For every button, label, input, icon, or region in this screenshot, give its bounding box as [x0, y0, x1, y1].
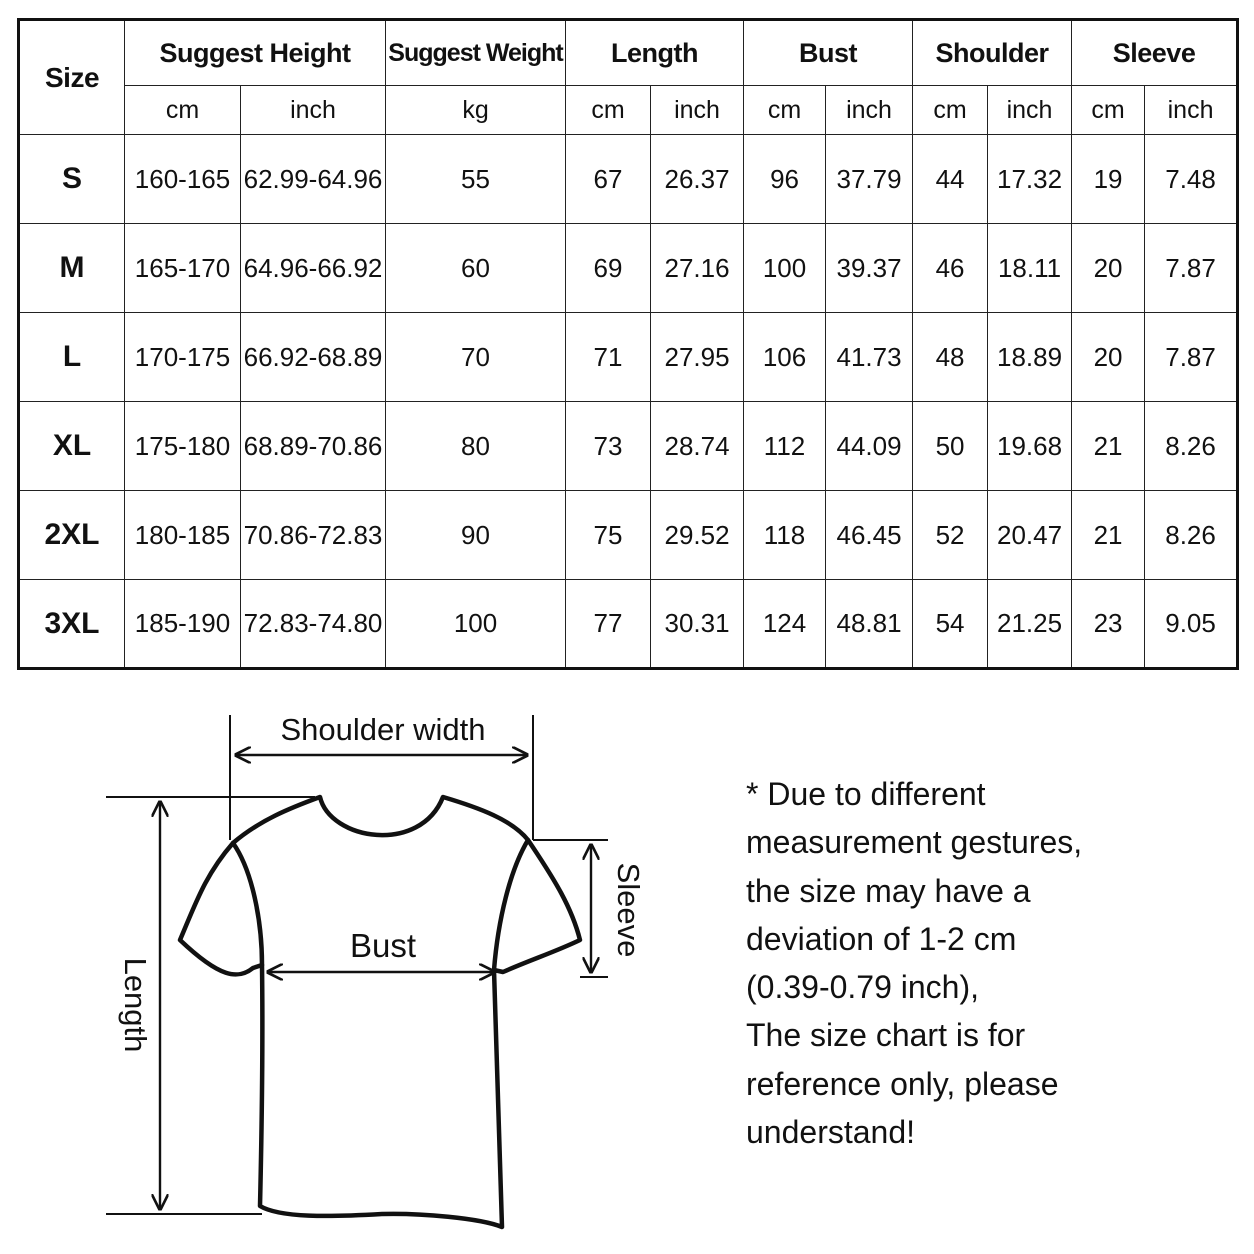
suggest-weight-header: Suggest Weight	[386, 20, 566, 86]
table-row	[19, 313, 1238, 402]
table-cell: 185-190	[125, 580, 241, 669]
shoulder-header: Shoulder	[913, 20, 1072, 86]
table-row	[19, 135, 1238, 224]
table-cell: 69	[566, 224, 651, 313]
note-line: deviation of 1-2 cm	[746, 920, 1017, 957]
size-label-cell: M	[19, 224, 125, 313]
table-cell: 66.92-68.89	[241, 313, 386, 402]
table-cell: 27.95	[651, 313, 744, 402]
table-cell: 100	[386, 580, 566, 669]
unit-header-row	[19, 86, 1238, 135]
table-cell: 73	[566, 402, 651, 491]
table-cell: 80	[386, 402, 566, 491]
unit-cell: inch	[651, 86, 744, 135]
table-cell: 18.89	[988, 313, 1072, 402]
table-cell: 52	[913, 491, 988, 580]
note-line: understand!	[746, 1114, 916, 1151]
table-cell: 55	[386, 135, 566, 224]
table-cell: 112	[744, 402, 826, 491]
table-cell: 90	[386, 491, 566, 580]
table-cell: 96	[744, 135, 826, 224]
table-cell: 20.47	[988, 491, 1072, 580]
table-cell: 71	[566, 313, 651, 402]
table-cell: 62.99-64.96	[241, 135, 386, 224]
table-cell: 75	[566, 491, 651, 580]
unit-cell: inch	[826, 86, 913, 135]
sleeve-label: Sleeve	[611, 862, 646, 958]
table-cell: 8.26	[1145, 402, 1238, 491]
table-cell: 46.45	[826, 491, 913, 580]
table-cell: 44	[913, 135, 988, 224]
table-cell: 9.05	[1145, 580, 1238, 669]
note-line: reference only, please	[746, 1065, 1059, 1102]
note-line: The size chart is for	[746, 1017, 1026, 1054]
measurement-diagram	[0, 680, 720, 1254]
size-column-header: Size	[19, 20, 125, 135]
note-line: (0.39-0.79 inch),	[746, 969, 980, 1006]
table-cell: 26.37	[651, 135, 744, 224]
table-cell: 118	[744, 491, 826, 580]
size-chart-table	[17, 18, 1239, 670]
table-cell: 175-180	[125, 402, 241, 491]
suggest-height-header: Suggest Height	[125, 20, 386, 86]
table-cell: 20	[1072, 224, 1145, 313]
table-row	[19, 224, 1238, 313]
table-cell: 180-185	[125, 491, 241, 580]
table-cell: 21.25	[988, 580, 1072, 669]
unit-cell: cm	[913, 86, 988, 135]
unit-cell: cm	[744, 86, 826, 135]
unit-cell: kg	[386, 86, 566, 135]
length-header: Length	[566, 20, 744, 86]
table-cell: 20	[1072, 313, 1145, 402]
table-row	[19, 491, 1238, 580]
note-line: measurement gestures,	[746, 824, 1083, 861]
table-cell: 41.73	[826, 313, 913, 402]
length-dimension	[106, 797, 315, 1214]
table-cell: 100	[744, 224, 826, 313]
table-row	[19, 580, 1238, 669]
table-cell: 44.09	[826, 402, 913, 491]
table-cell: 70.86-72.83	[241, 491, 386, 580]
unit-cell: inch	[241, 86, 386, 135]
table-cell: 72.83-74.80	[241, 580, 386, 669]
table-cell: 170-175	[125, 313, 241, 402]
table-cell: 50	[913, 402, 988, 491]
table-cell: 19	[1072, 135, 1145, 224]
sleeve-header: Sleeve	[1072, 20, 1238, 86]
table-cell: 21	[1072, 402, 1145, 491]
table-cell: 37.79	[826, 135, 913, 224]
table-cell: 48.81	[826, 580, 913, 669]
table-cell: 48	[913, 313, 988, 402]
table-cell: 7.48	[1145, 135, 1238, 224]
table-cell: 19.68	[988, 402, 1072, 491]
table-cell: 39.37	[826, 224, 913, 313]
table-cell: 70	[386, 313, 566, 402]
table-cell: 18.11	[988, 224, 1072, 313]
table-cell: 106	[744, 313, 826, 402]
t-shirt-icon	[180, 797, 580, 1227]
unit-cell: cm	[1072, 86, 1145, 135]
group-header-row	[19, 20, 1238, 86]
unit-cell: cm	[125, 86, 241, 135]
table-cell: 17.32	[988, 135, 1072, 224]
table-cell: 77	[566, 580, 651, 669]
table-cell: 124	[744, 580, 826, 669]
unit-cell: cm	[566, 86, 651, 135]
table-cell: 29.52	[651, 491, 744, 580]
size-label-cell: S	[19, 135, 125, 224]
length-label: Length	[118, 957, 153, 1053]
table-cell: 46	[913, 224, 988, 313]
size-label-cell: 3XL	[19, 580, 125, 669]
table-cell: 165-170	[125, 224, 241, 313]
table-cell: 21	[1072, 491, 1145, 580]
table-cell: 60	[386, 224, 566, 313]
table-cell: 27.16	[651, 224, 744, 313]
size-label-cell: 2XL	[19, 491, 125, 580]
shoulder-width-dimension	[230, 712, 533, 840]
table-cell: 23	[1072, 580, 1145, 669]
table-cell: 7.87	[1145, 313, 1238, 402]
table-row	[19, 402, 1238, 491]
table-cell: 30.31	[651, 580, 744, 669]
bust-label: Bust	[349, 927, 417, 964]
shoulder-width-label: Shoulder width	[280, 712, 486, 747]
table-cell: 160-165	[125, 135, 241, 224]
bust-header: Bust	[744, 20, 913, 86]
size-label-cell: L	[19, 313, 125, 402]
note-line: the size may have a	[746, 872, 1031, 909]
table-cell: 64.96-66.92	[241, 224, 386, 313]
table-cell: 67	[566, 135, 651, 224]
measurement-disclaimer-note	[746, 770, 1226, 1156]
unit-cell: inch	[988, 86, 1072, 135]
unit-cell: inch	[1145, 86, 1238, 135]
size-label-cell: XL	[19, 402, 125, 491]
table-cell: 68.89-70.86	[241, 402, 386, 491]
sleeve-dimension	[533, 840, 646, 977]
note-line: * Due to different	[746, 776, 986, 812]
table-cell: 7.87	[1145, 224, 1238, 313]
table-cell: 8.26	[1145, 491, 1238, 580]
bust-dimension	[268, 927, 494, 972]
table-cell: 28.74	[651, 402, 744, 491]
table-cell: 54	[913, 580, 988, 669]
